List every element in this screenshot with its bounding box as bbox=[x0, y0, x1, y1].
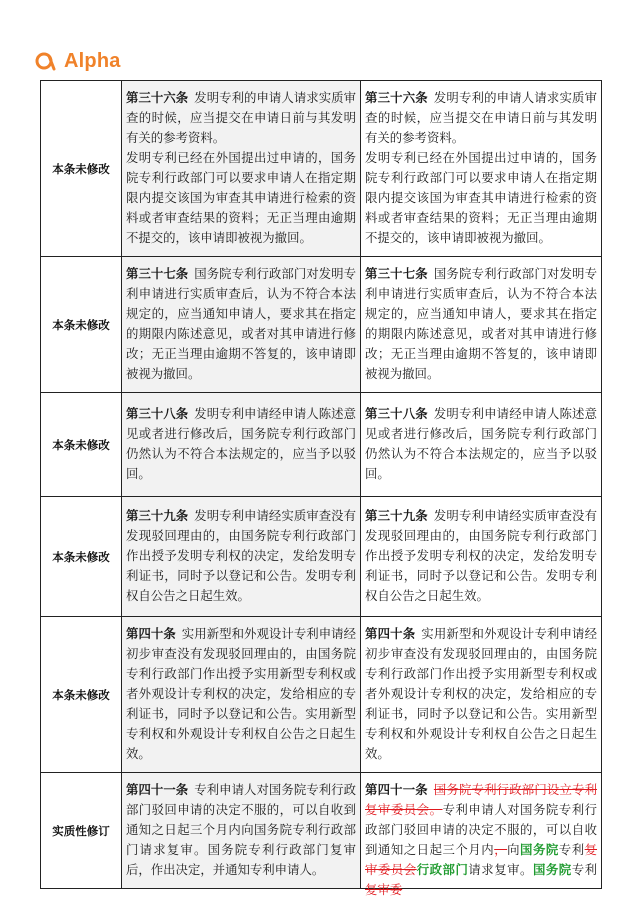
deleted-text: ， bbox=[494, 842, 508, 857]
article-number: 第四十条 bbox=[126, 626, 176, 641]
table-row bbox=[41, 393, 602, 497]
alpha-logo bbox=[34, 48, 121, 74]
status-cell: 实质性修订 bbox=[41, 773, 122, 889]
new-text-cell bbox=[361, 257, 602, 393]
article-text: 实用新型和外观设计专利申请经初步审查没有发现驳回理由的，由国务院专利行政部门作出授予实用新型专利权或者外观设计专利权的决定，发给相应的专利证书，同时予以登记和公告。实用新型专利权和外观设计专利权自公告之日起生效。 bbox=[365, 626, 598, 761]
old-text-cell bbox=[122, 497, 361, 617]
new-text-cell bbox=[361, 773, 602, 897]
deleted-text: 国务院专利行政部门设立专利复审委员会。 bbox=[365, 782, 598, 817]
old-text-cell bbox=[122, 257, 361, 393]
article-number: 第三十八条 bbox=[365, 406, 428, 421]
article-text: 发明专利已经在外国提出过申请的，国务院专利行政部门可以要求申请人在指定期限内提交该国为审查其申请进行检索的资料或者审查结果的资料；无正当理由逾期不提交的，该申请即被视为撤回。 bbox=[365, 150, 597, 245]
article-number: 第三十七条 bbox=[365, 266, 428, 281]
article-text: 发明专利申请经申请人陈述意见或者进行修改后，国务院专利行政部门仍然认为不符合本法规定的，应当予以驳回。 bbox=[365, 406, 598, 481]
article-text: 国务院专利行政部门对发明专利申请进行实质审查后，认为不符合本法规定的，应当通知申请人，要求其在指定的期限内陈述意见，或者对其申请进行修改；无正当理由逾期不答复的，该申请即被视为撤回。 bbox=[365, 266, 598, 381]
article-number: 第三十六条 bbox=[365, 90, 428, 105]
article-text: 发明专利的申请人请求实质审查的时候，应当提交在申请日前与其发明有关的参考资料。 bbox=[365, 90, 598, 145]
inserted-text: 国务院 bbox=[520, 842, 559, 857]
deleted-text: 复审委员会 bbox=[365, 842, 598, 877]
new-text-cell bbox=[361, 497, 602, 617]
table-row bbox=[41, 497, 602, 617]
inserted-text: 行政部门 bbox=[416, 862, 469, 877]
article-text: 发明专利申请经申请人陈述意见或者进行修改后，国务院专利行政部门仍然认为不符合本法规定的，应当予以驳回。 bbox=[126, 406, 357, 481]
status-cell: 本条未修改 bbox=[41, 617, 122, 773]
article-text: 发明专利申请经实质审查没有发现驳回理由的，由国务院专利行政部门作出授予发明专利权的决定，发给发明专利证书，同时予以登记和公告。发明专利权自公告之日起生效。 bbox=[126, 508, 357, 603]
status-cell: 本条未修改 bbox=[41, 393, 122, 497]
article-number: 第四十条 bbox=[365, 626, 416, 641]
article-number: 第三十八条 bbox=[126, 406, 189, 421]
old-text-cell bbox=[122, 393, 361, 497]
table-row bbox=[41, 257, 602, 393]
old-text-cell bbox=[122, 773, 361, 889]
article-text: 专利申请人对国务院专利行政部门驳回申请的决定不服的，可以自收到通知之日起三个月内 bbox=[365, 802, 598, 857]
article-text: 实用新型和外观设计专利申请经初步审查没有发现驳回理由的，由国务院专利行政部门作出授予实用新型专利权或者外观设计专利权的决定，发给相应的专利证书，同时予以登记和公告。实用新型专利权和外观设计专利权自公告之日起生效。 bbox=[126, 626, 357, 761]
article-text: 发明专利的申请人请求实质审查的时候，应当提交在申请日前与其发明有关的参考资料。 bbox=[126, 90, 357, 145]
status-cell: 本条未修改 bbox=[41, 257, 122, 393]
article-number: 第三十七条 bbox=[126, 266, 189, 281]
table-row bbox=[41, 81, 602, 257]
article-text: 国务院专利行政部门对发明专利申请进行实质审查后，认为不符合本法规定的，应当通知申请人，要求其在指定的期限内陈述意见，或者对其申请进行修改；无正当理由逾期不答复的，该申请即被视为撤回。 bbox=[126, 266, 357, 381]
status-cell: 本条未修改 bbox=[41, 497, 122, 617]
comparison-table bbox=[40, 80, 602, 897]
new-text-cell bbox=[361, 81, 602, 257]
table-row bbox=[41, 617, 602, 773]
article-number: 第四十一条 bbox=[365, 782, 428, 797]
new-text-cell bbox=[361, 393, 602, 497]
status-cell: 本条未修改 bbox=[41, 81, 122, 257]
article-text: 请求复审。 bbox=[468, 862, 533, 877]
article-number: 第四十一条 bbox=[126, 782, 189, 797]
article-text: 专利 bbox=[571, 862, 598, 877]
old-text-cell bbox=[122, 81, 361, 257]
article-text: 发明专利申请经实质审查没有发现驳回理由的，由国务院专利行政部门作出授予发明专利权的决定，发给发明专利证书，同时予以登记和公告。发明专利权自公告之日起生效。 bbox=[365, 508, 598, 603]
logo-text: Alpha bbox=[64, 49, 121, 72]
alpha-logo-icon bbox=[34, 50, 56, 72]
article-text: 向 bbox=[507, 842, 521, 857]
old-text-cell bbox=[122, 617, 361, 773]
inserted-text: 国务院 bbox=[532, 862, 572, 877]
article-text: 专利申请人对国务院专利行政部门驳回申请的决定不服的，可以自收到通知之日起三个月内向国务院专利行政部门请求复审。国务院专利行政部门复审后，作出决定，并通知专利申请人。 bbox=[126, 782, 357, 877]
article-number: 第三十六条 bbox=[126, 90, 189, 105]
deleted-text: 复审委 bbox=[365, 882, 403, 897]
table-row bbox=[41, 773, 602, 889]
article-number: 第三十九条 bbox=[365, 508, 428, 523]
article-text: 专利 bbox=[558, 842, 585, 857]
new-text-cell bbox=[361, 617, 602, 773]
article-text: 发明专利已经在外国提出过申请的，国务院专利行政部门可以要求申请人在指定期限内提交该国为审查其申请进行检索的资料或者审查结果的资料；无正当理由逾期不提交的，该申请即被视为撤回。 bbox=[126, 150, 356, 245]
article-number: 第三十九条 bbox=[126, 508, 189, 523]
